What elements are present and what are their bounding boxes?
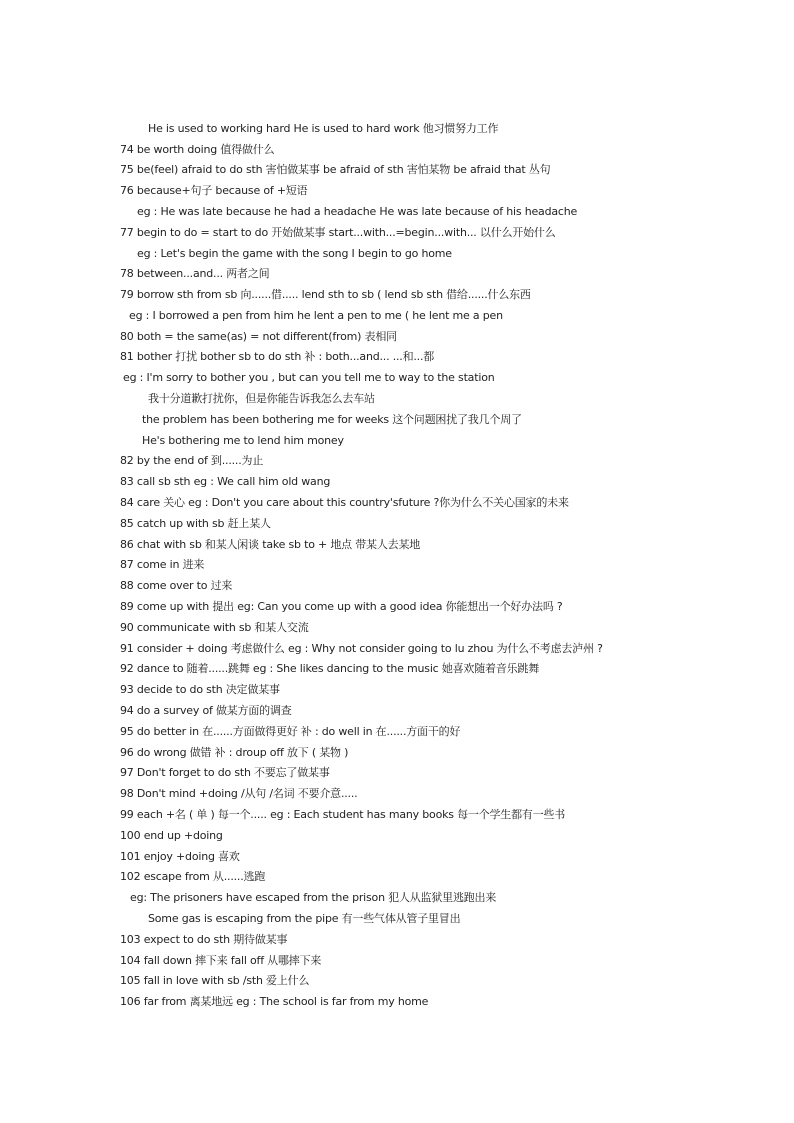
text-line: 78 between...and... 两者之间 bbox=[120, 267, 270, 280]
text-line: 90 communicate with sb 和某人交流 bbox=[120, 621, 309, 634]
text-line: 94 do a survey of 做某方面的调查 bbox=[120, 704, 292, 717]
text-line: 98 Don't mind +doing /从句 /名词 不要介意..... bbox=[120, 787, 358, 800]
text-line: 89 come up with 提出 eg: Can you come up with a good idea 你能想出一个好办法吗 ? bbox=[120, 600, 563, 613]
text-line: eg : He was late because he had a headache He was late because of his headache bbox=[137, 205, 578, 218]
text-line: 74 be worth doing 值得做什么 bbox=[120, 143, 275, 156]
text-line: Some gas is escaping from the pipe 有一些气体从管子里冒出 bbox=[148, 912, 461, 925]
text-line: 83 call sb sth eg : We call him old wang bbox=[120, 475, 331, 488]
text-line: 96 do wrong 做错 补 : droup off 放下 ( 某物 ) bbox=[120, 746, 349, 759]
text-line: the problem has been bothering me for weeks 这个问题困扰了我几个周了 bbox=[142, 413, 522, 426]
text-line: 105 fall in love with sb /sth 爱上什么 bbox=[120, 974, 310, 987]
text-line: 75 be(feel) afraid to do sth 害怕做某事 be afraid of sth 害怕某物 be afraid that 丛句 bbox=[120, 163, 551, 176]
text-line: 100 end up +doing bbox=[120, 829, 223, 842]
text-line: 95 do better in 在......方面做得更好 补 : do well in 在......方面干的好 bbox=[120, 725, 461, 738]
text-line: 103 expect to do sth 期待做某事 bbox=[120, 933, 288, 946]
text-line: 79 borrow sth from sb 向......借..... lend sth to sb ( lend sb sth 借给......什么东西 bbox=[120, 288, 531, 301]
text-line: 92 dance to 随着......跳舞 eg : She likes dancing to the music 她喜欢随着音乐跳舞 bbox=[120, 662, 540, 675]
text-line: He's bothering me to lend him money bbox=[142, 434, 344, 447]
text-line: eg : I borrowed a pen from him he lent a pen to me ( he lent me a pen bbox=[129, 309, 503, 322]
text-line: 91 consider + doing 考虑做什么 eg : Why not consider going to lu zhou 为什么不考虑去泸州 ? bbox=[120, 642, 603, 655]
text-line: 84 care 关心 eg : Don't you care about this country'sfuture ?你为什么不关心国家的未来 bbox=[120, 496, 569, 509]
text-line: 99 each +名 ( 单 ) 每一个..... eg : Each student has many books 每一个学生都有一些书 bbox=[120, 808, 566, 821]
text-line: He is used to working hard He is used to hard work 他习惯努力工作 bbox=[148, 122, 499, 135]
text-line: 106 far from 离某地远 eg : The school is far from my home bbox=[120, 995, 429, 1008]
text-line: 我十分道歉打扰你，但是你能告诉我怎么去车站 bbox=[148, 392, 375, 405]
text-line: 77 begin to do = start to do 开始做某事 start...with...=begin...with... 以什么开始什么 bbox=[120, 226, 556, 239]
text-line: 81 bother 打扰 bother sb to do sth 补 : both...and... ...和...都 bbox=[120, 350, 435, 363]
text-line: 101 enjoy +doing 喜欢 bbox=[120, 850, 240, 863]
text-line: 87 come in 进来 bbox=[120, 558, 205, 571]
text-line: 97 Don't forget to do sth 不要忘了做某事 bbox=[120, 766, 330, 779]
text-line: 85 catch up with sb 赶上某人 bbox=[120, 517, 271, 530]
text-line: eg : I'm sorry to bother you , but can you tell me to way to the station bbox=[123, 371, 495, 384]
text-line: 102 escape from 从......逃跑 bbox=[120, 870, 266, 883]
text-line: 93 decide to do sth 决定做某事 bbox=[120, 683, 280, 696]
text-line: eg: The prisoners have escaped from the prison 犯人从监狱里逃跑出来 bbox=[130, 891, 497, 904]
text-line: 80 both = the same(as) = not different(from) 表相同 bbox=[120, 330, 397, 343]
text-line: 76 because+句子 because of +短语 bbox=[120, 184, 308, 197]
text-line: 88 come over to 过来 bbox=[120, 579, 233, 592]
text-line: 86 chat with sb 和某人闲谈 take sb to + 地点 带某人去某地 bbox=[120, 538, 421, 551]
text-line: 82 by the end of 到......为止 bbox=[120, 454, 264, 467]
text-line: 104 fall down 摔下来 fall off 从哪摔下来 bbox=[120, 954, 322, 967]
text-line: eg : Let's begin the game with the song I begin to go home bbox=[137, 247, 452, 260]
